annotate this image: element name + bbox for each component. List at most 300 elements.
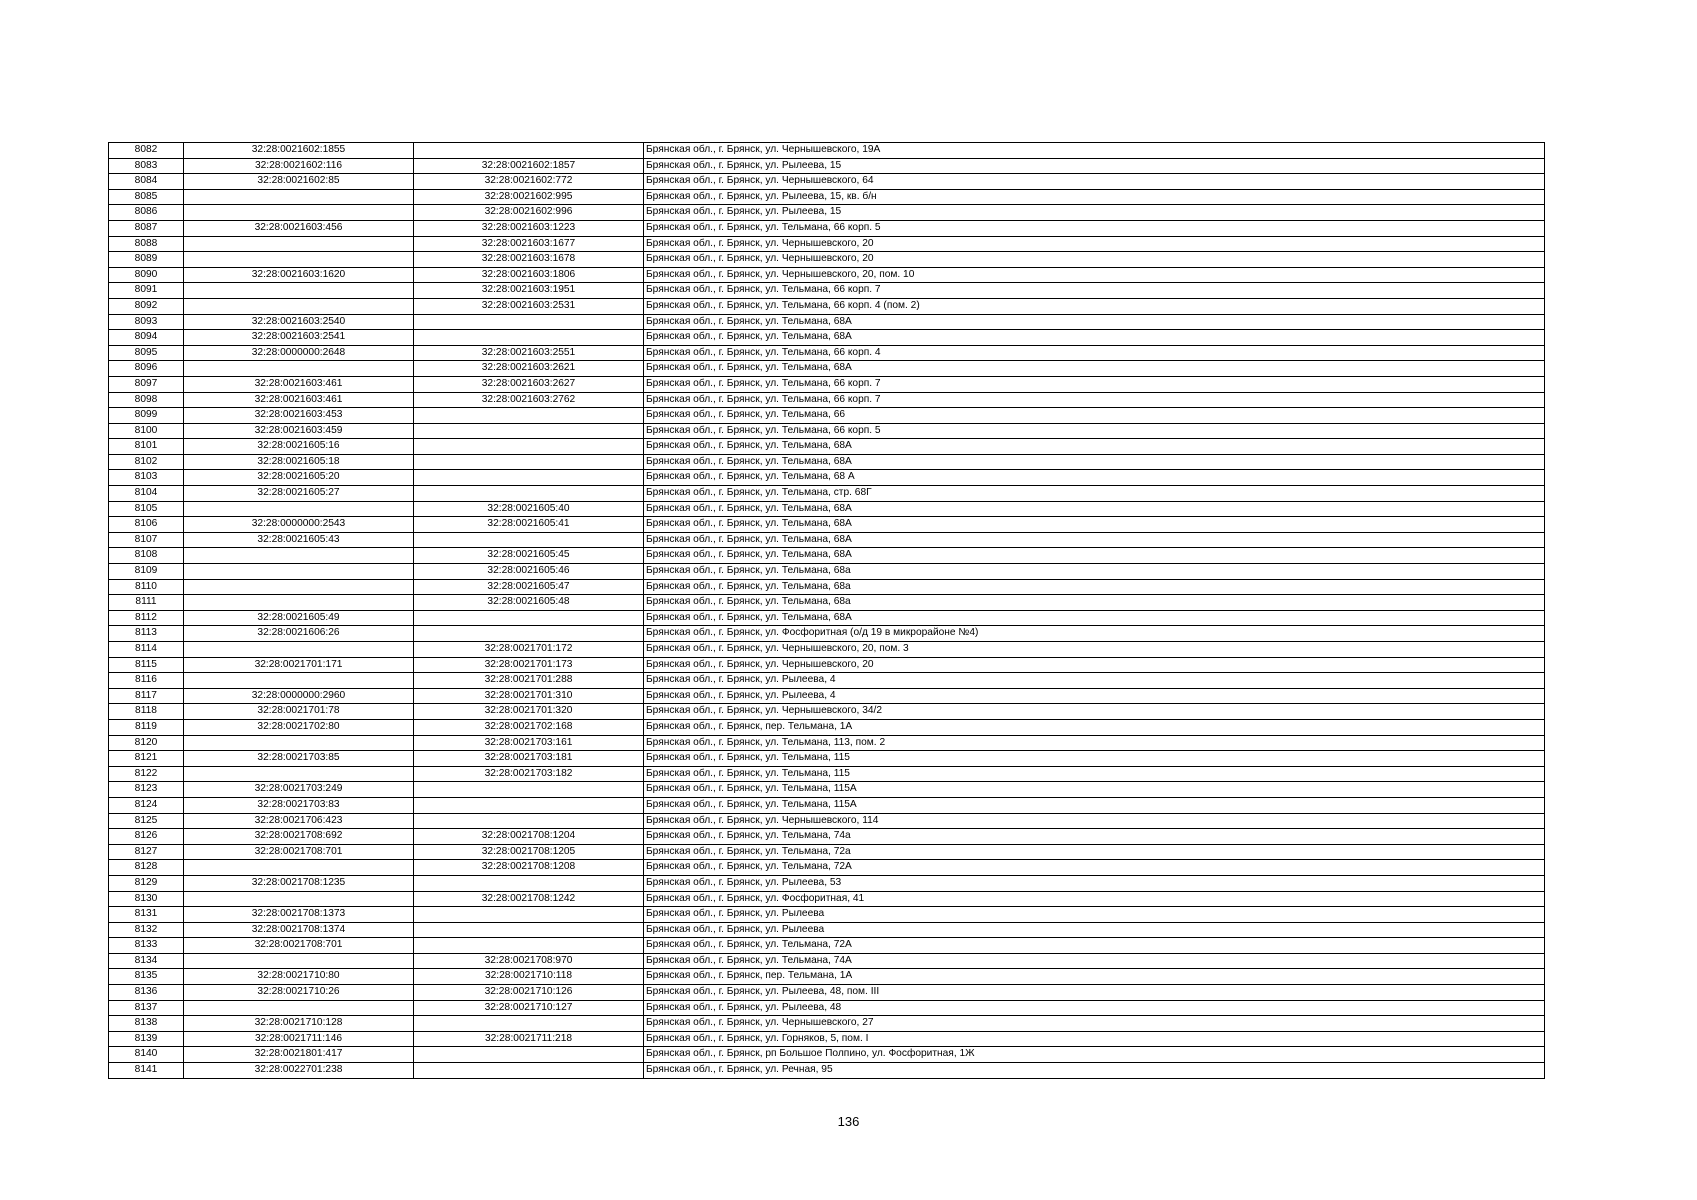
related-cadastral-number-cell: 32:28:0021605:45: [414, 548, 644, 564]
cadastral-number-cell: [184, 548, 414, 564]
related-cadastral-number-cell: 32:28:0021603:2621: [414, 361, 644, 377]
table-row: [109, 345, 1545, 361]
table-row: [109, 158, 1545, 174]
address-cell: Брянская обл., г. Брянск, ул. Тельмана, 68а: [644, 595, 1545, 611]
row-number-cell: 8137: [109, 1000, 184, 1016]
table-row: [109, 953, 1545, 969]
page-number: 136: [837, 1114, 860, 1129]
related-cadastral-number-cell: [414, 330, 644, 346]
address-cell: Брянская обл., г. Брянск, ул. Рылеева, 48: [644, 1000, 1545, 1016]
related-cadastral-number-cell: 32:28:0021702:168: [414, 719, 644, 735]
row-number-cell: 8108: [109, 548, 184, 564]
row-number-cell: 8083: [109, 158, 184, 174]
row-number-cell: 8089: [109, 252, 184, 268]
related-cadastral-number-cell: 32:28:0021605:47: [414, 579, 644, 595]
cadastral-number-cell: 32:28:0000000:2543: [184, 517, 414, 533]
row-number-cell: 8105: [109, 501, 184, 517]
table-row: [109, 985, 1545, 1001]
table-row: [109, 922, 1545, 938]
address-cell: Брянская обл., г. Брянск, ул. Тельмана, 66 корп. 4: [644, 345, 1545, 361]
address-cell: Брянская обл., г. Брянск, ул. Тельмана, 68А: [644, 610, 1545, 626]
address-cell: Брянская обл., г. Брянск, ул. Тельмана, 113, пом. 2: [644, 735, 1545, 751]
related-cadastral-number-cell: 32:28:0021603:1678: [414, 252, 644, 268]
table-row: [109, 860, 1545, 876]
table-row: [109, 517, 1545, 533]
cadastral-number-cell: [184, 501, 414, 517]
row-number-cell: 8086: [109, 205, 184, 221]
table-row: [109, 298, 1545, 314]
row-number-cell: 8112: [109, 610, 184, 626]
address-cell: Брянская обл., г. Брянск, ул. Рылеева, 4: [644, 673, 1545, 689]
related-cadastral-number-cell: 32:28:0021701:172: [414, 642, 644, 658]
cadastral-number-cell: [184, 735, 414, 751]
table-row: [109, 875, 1545, 891]
related-cadastral-number-cell: [414, 1047, 644, 1063]
cadastral-number-cell: 32:28:0021603:1620: [184, 267, 414, 283]
cadastral-number-cell: [184, 564, 414, 580]
related-cadastral-number-cell: [414, 423, 644, 439]
related-cadastral-number-cell: 32:28:0021603:2627: [414, 376, 644, 392]
row-number-cell: 8141: [109, 1063, 184, 1079]
cadastral-number-cell: [184, 205, 414, 221]
table-row: [109, 673, 1545, 689]
table-row: [109, 969, 1545, 985]
row-number-cell: 8120: [109, 735, 184, 751]
table-row: [109, 1063, 1545, 1079]
cadastral-number-cell: 32:28:0021603:453: [184, 408, 414, 424]
address-cell: Брянская обл., г. Брянск, ул. Фосфоритная, 41: [644, 891, 1545, 907]
related-cadastral-number-cell: [414, 875, 644, 891]
address-cell: Брянская обл., г. Брянск, ул. Чернышевского, 64: [644, 174, 1545, 190]
related-cadastral-number-cell: [414, 813, 644, 829]
table-row: [109, 564, 1545, 580]
cadastral-number-cell: 32:28:0021603:2541: [184, 330, 414, 346]
table-row: [109, 189, 1545, 205]
table-row: [109, 735, 1545, 751]
address-cell: Брянская обл., г. Брянск, ул. Горняков, 5, пом. I: [644, 1031, 1545, 1047]
address-cell: Брянская обл., г. Брянск, ул. Чернышевского, 20, пом. 10: [644, 267, 1545, 283]
related-cadastral-number-cell: 32:28:0021602:996: [414, 205, 644, 221]
table-row: [109, 938, 1545, 954]
table-row: [109, 408, 1545, 424]
address-cell: Брянская обл., г. Брянск, ул. Тельмана, 72А: [644, 860, 1545, 876]
related-cadastral-number-cell: 32:28:0021602:995: [414, 189, 644, 205]
cadastral-number-cell: 32:28:0021605:43: [184, 532, 414, 548]
row-number-cell: 8136: [109, 985, 184, 1001]
cadastral-number-cell: 32:28:0021708:1374: [184, 922, 414, 938]
row-number-cell: 8101: [109, 439, 184, 455]
cadastral-number-cell: 32:28:0021708:701: [184, 938, 414, 954]
cadastral-number-cell: 32:28:0021701:171: [184, 657, 414, 673]
address-cell: Брянская обл., г. Брянск, ул. Тельмана, 115: [644, 766, 1545, 782]
row-number-cell: 8129: [109, 875, 184, 891]
address-cell: Брянская обл., г. Брянск, ул. Тельмана, 72а: [644, 844, 1545, 860]
cadastral-number-cell: 32:28:0021605:49: [184, 610, 414, 626]
table-row: [109, 252, 1545, 268]
address-cell: Брянская обл., г. Брянск, ул. Тельмана, 72А: [644, 938, 1545, 954]
cadastral-number-cell: 32:28:0021603:459: [184, 423, 414, 439]
related-cadastral-number-cell: 32:28:0021711:218: [414, 1031, 644, 1047]
table-row: [109, 361, 1545, 377]
address-cell: Брянская обл., г. Брянск, ул. Рылеева, 15: [644, 158, 1545, 174]
row-number-cell: 8131: [109, 907, 184, 923]
related-cadastral-number-cell: 32:28:0021710:126: [414, 985, 644, 1001]
cadastral-number-cell: [184, 860, 414, 876]
table-row: [109, 626, 1545, 642]
row-number-cell: 8084: [109, 174, 184, 190]
cadastral-number-cell: 32:28:0021711:146: [184, 1031, 414, 1047]
related-cadastral-number-cell: 32:28:0021701:320: [414, 704, 644, 720]
related-cadastral-number-cell: [414, 143, 644, 159]
address-cell: Брянская обл., г. Брянск, ул. Тельмана, 74а: [644, 829, 1545, 845]
address-cell: Брянская обл., г. Брянск, ул. Чернышевского, 20, пом. 3: [644, 642, 1545, 658]
row-number-cell: 8133: [109, 938, 184, 954]
table-row: [109, 579, 1545, 595]
related-cadastral-number-cell: [414, 486, 644, 502]
related-cadastral-number-cell: 32:28:0021708:1204: [414, 829, 644, 845]
table-row: [109, 205, 1545, 221]
cadastral-number-cell: 32:28:0021605:16: [184, 439, 414, 455]
address-cell: Брянская обл., г. Брянск, ул. Тельмана, стр. 68Г: [644, 486, 1545, 502]
table-row: [109, 907, 1545, 923]
related-cadastral-number-cell: [414, 1016, 644, 1032]
table-row: [109, 267, 1545, 283]
row-number-cell: 8118: [109, 704, 184, 720]
table-row: [109, 470, 1545, 486]
address-cell: Брянская обл., г. Брянск, ул. Чернышевского, 34/2: [644, 704, 1545, 720]
registry-table: [108, 142, 1545, 1079]
address-cell: Брянская обл., г. Брянск, ул. Тельмана, 68а: [644, 579, 1545, 595]
related-cadastral-number-cell: 32:28:0021703:161: [414, 735, 644, 751]
cadastral-number-cell: 32:28:0021606:26: [184, 626, 414, 642]
row-number-cell: 8111: [109, 595, 184, 611]
related-cadastral-number-cell: [414, 922, 644, 938]
address-cell: Брянская обл., г. Брянск, ул. Тельмана, 68А: [644, 532, 1545, 548]
cadastral-number-cell: 32:28:0021702:80: [184, 719, 414, 735]
row-number-cell: 8121: [109, 751, 184, 767]
cadastral-number-cell: 32:28:0021708:692: [184, 829, 414, 845]
address-cell: Брянская обл., г. Брянск, ул. Рылеева: [644, 907, 1545, 923]
address-cell: Брянская обл., г. Брянск, ул. Рылеева, 53: [644, 875, 1545, 891]
address-cell: Брянская обл., г. Брянск, ул. Тельмана, 66 корп. 5: [644, 220, 1545, 236]
related-cadastral-number-cell: 32:28:0021605:40: [414, 501, 644, 517]
row-number-cell: 8097: [109, 376, 184, 392]
cadastral-number-cell: 32:28:0021603:2540: [184, 314, 414, 330]
row-number-cell: 8113: [109, 626, 184, 642]
row-number-cell: 8124: [109, 797, 184, 813]
address-cell: Брянская обл., г. Брянск, пер. Тельмана, 1А: [644, 969, 1545, 985]
address-cell: Брянская обл., г. Брянск, ул. Тельмана, 68А: [644, 517, 1545, 533]
address-cell: Брянская обл., г. Брянск, ул. Тельмана, 68А: [644, 361, 1545, 377]
table-row: [109, 751, 1545, 767]
related-cadastral-number-cell: [414, 797, 644, 813]
table-row: [109, 797, 1545, 813]
cadastral-number-cell: 32:28:0021703:83: [184, 797, 414, 813]
cadastral-number-cell: [184, 236, 414, 252]
cadastral-number-cell: 32:28:0021703:85: [184, 751, 414, 767]
cadastral-number-cell: [184, 361, 414, 377]
related-cadastral-number-cell: 32:28:0021603:2762: [414, 392, 644, 408]
cadastral-number-cell: [184, 283, 414, 299]
address-cell: Брянская обл., г. Брянск, ул. Рылеева, 15, кв. б/н: [644, 189, 1545, 205]
related-cadastral-number-cell: [414, 454, 644, 470]
cadastral-number-cell: 32:28:0021710:26: [184, 985, 414, 1001]
address-cell: Брянская обл., г. Брянск, ул. Тельмана, 66 корп. 4 (пом. 2): [644, 298, 1545, 314]
address-cell: Брянская обл., г. Брянск, ул. Чернышевского, 19А: [644, 143, 1545, 159]
address-cell: Брянская обл., г. Брянск, ул. Тельмана, 66 корп. 7: [644, 283, 1545, 299]
cadastral-number-cell: 32:28:0021603:456: [184, 220, 414, 236]
cadastral-number-cell: 32:28:0021701:78: [184, 704, 414, 720]
related-cadastral-number-cell: [414, 1063, 644, 1079]
cadastral-number-cell: 32:28:0021605:18: [184, 454, 414, 470]
address-cell: Брянская обл., г. Брянск, ул. Тельмана, 66 корп. 7: [644, 392, 1545, 408]
table-row: [109, 719, 1545, 735]
related-cadastral-number-cell: [414, 470, 644, 486]
row-number-cell: 8128: [109, 860, 184, 876]
address-cell: Брянская обл., г. Брянск, ул. Тельмана, 68А: [644, 454, 1545, 470]
address-cell: Брянская обл., г. Брянск, ул. Тельмана, 68А: [644, 501, 1545, 517]
cadastral-number-cell: 32:28:0022701:238: [184, 1063, 414, 1079]
table-row: [109, 704, 1545, 720]
table-row: [109, 548, 1545, 564]
row-number-cell: 8091: [109, 283, 184, 299]
related-cadastral-number-cell: 32:28:0021603:2531: [414, 298, 644, 314]
row-number-cell: 8092: [109, 298, 184, 314]
table-row: [109, 330, 1545, 346]
related-cadastral-number-cell: 32:28:0021701:310: [414, 688, 644, 704]
cadastral-number-cell: [184, 595, 414, 611]
address-cell: Брянская обл., г. Брянск, ул. Чернышевского, 20: [644, 657, 1545, 673]
related-cadastral-number-cell: 32:28:0021710:127: [414, 1000, 644, 1016]
related-cadastral-number-cell: 32:28:0021708:1208: [414, 860, 644, 876]
cadastral-number-cell: [184, 252, 414, 268]
address-cell: Брянская обл., г. Брянск, ул. Тельмана, 68 А: [644, 470, 1545, 486]
address-cell: Брянская обл., г. Брянск, ул. Тельмана, 66 корп. 5: [644, 423, 1545, 439]
cadastral-number-cell: [184, 766, 414, 782]
row-number-cell: 8114: [109, 642, 184, 658]
related-cadastral-number-cell: 32:28:0021708:970: [414, 953, 644, 969]
table-row: [109, 829, 1545, 845]
table-row: [109, 642, 1545, 658]
related-cadastral-number-cell: 32:28:0021701:288: [414, 673, 644, 689]
row-number-cell: 8099: [109, 408, 184, 424]
row-number-cell: 8094: [109, 330, 184, 346]
table-row: [109, 392, 1545, 408]
table-row: [109, 423, 1545, 439]
related-cadastral-number-cell: 32:28:0021603:1951: [414, 283, 644, 299]
related-cadastral-number-cell: 32:28:0021603:1806: [414, 267, 644, 283]
table-row: [109, 766, 1545, 782]
row-number-cell: 8100: [109, 423, 184, 439]
cadastral-number-cell: [184, 189, 414, 205]
related-cadastral-number-cell: [414, 439, 644, 455]
table-row: [109, 501, 1545, 517]
table-row: [109, 454, 1545, 470]
related-cadastral-number-cell: 32:28:0021603:2551: [414, 345, 644, 361]
row-number-cell: 8085: [109, 189, 184, 205]
table-row: [109, 813, 1545, 829]
row-number-cell: 8134: [109, 953, 184, 969]
table-row: [109, 236, 1545, 252]
table-row: [109, 486, 1545, 502]
address-cell: Брянская обл., г. Брянск, ул. Чернышевского, 114: [644, 813, 1545, 829]
address-cell: Брянская обл., г. Брянск, ул. Чернышевского, 20: [644, 236, 1545, 252]
row-number-cell: 8095: [109, 345, 184, 361]
row-number-cell: 8115: [109, 657, 184, 673]
related-cadastral-number-cell: [414, 938, 644, 954]
address-cell: Брянская обл., г. Брянск, ул. Чернышевского, 27: [644, 1016, 1545, 1032]
cadastral-number-cell: [184, 642, 414, 658]
related-cadastral-number-cell: 32:28:0021703:181: [414, 751, 644, 767]
related-cadastral-number-cell: 32:28:0021701:173: [414, 657, 644, 673]
row-number-cell: 8119: [109, 719, 184, 735]
row-number-cell: 8130: [109, 891, 184, 907]
table-row: [109, 688, 1545, 704]
cadastral-number-cell: 32:28:0021708:701: [184, 844, 414, 860]
address-cell: Брянская обл., г. Брянск, ул. Тельмана, 66 корп. 7: [644, 376, 1545, 392]
related-cadastral-number-cell: 32:28:0021603:1677: [414, 236, 644, 252]
table-row: [109, 891, 1545, 907]
cadastral-number-cell: 32:28:0021801:417: [184, 1047, 414, 1063]
cadastral-number-cell: 32:28:0021706:423: [184, 813, 414, 829]
related-cadastral-number-cell: 32:28:0021605:46: [414, 564, 644, 580]
table-row: [109, 657, 1545, 673]
table-row: [109, 143, 1545, 159]
related-cadastral-number-cell: 32:28:0021708:1242: [414, 891, 644, 907]
row-number-cell: 8098: [109, 392, 184, 408]
related-cadastral-number-cell: [414, 626, 644, 642]
related-cadastral-number-cell: [414, 907, 644, 923]
address-cell: Брянская обл., г. Брянск, ул. Рылеева, 15: [644, 205, 1545, 221]
cadastral-number-cell: 32:28:0021602:1855: [184, 143, 414, 159]
address-cell: Брянская обл., г. Брянск, ул. Тельмана, 68А: [644, 330, 1545, 346]
cadastral-number-cell: 32:28:0021708:1235: [184, 875, 414, 891]
address-cell: Брянская обл., г. Брянск, ул. Рылеева, 4: [644, 688, 1545, 704]
table-row: [109, 532, 1545, 548]
cadastral-number-cell: 32:28:0021703:249: [184, 782, 414, 798]
cadastral-number-cell: 32:28:0000000:2960: [184, 688, 414, 704]
table-row: [109, 844, 1545, 860]
related-cadastral-number-cell: [414, 314, 644, 330]
row-number-cell: 8117: [109, 688, 184, 704]
row-number-cell: 8123: [109, 782, 184, 798]
table-row: [109, 1031, 1545, 1047]
related-cadastral-number-cell: 32:28:0021603:1223: [414, 220, 644, 236]
address-cell: Брянская обл., г. Брянск, ул. Тельмана, 68А: [644, 439, 1545, 455]
row-number-cell: 8109: [109, 564, 184, 580]
row-number-cell: 8125: [109, 813, 184, 829]
row-number-cell: 8110: [109, 579, 184, 595]
row-number-cell: 8122: [109, 766, 184, 782]
row-number-cell: 8093: [109, 314, 184, 330]
row-number-cell: 8082: [109, 143, 184, 159]
address-cell: Брянская обл., г. Брянск, ул. Тельмана, 68а: [644, 564, 1545, 580]
related-cadastral-number-cell: 32:28:0021605:48: [414, 595, 644, 611]
registry-table-body: [109, 143, 1545, 1079]
cadastral-number-cell: 32:28:0000000:2648: [184, 345, 414, 361]
table-row: [109, 1047, 1545, 1063]
row-number-cell: 8140: [109, 1047, 184, 1063]
address-cell: Брянская обл., г. Брянск, пер. Тельмана, 1А: [644, 719, 1545, 735]
row-number-cell: 8116: [109, 673, 184, 689]
address-cell: Брянская обл., г. Брянск, ул. Тельмана, 115А: [644, 797, 1545, 813]
address-cell: Брянская обл., г. Брянск, ул. Рылеева, 48, пом. III: [644, 985, 1545, 1001]
row-number-cell: 8102: [109, 454, 184, 470]
cadastral-number-cell: [184, 298, 414, 314]
row-number-cell: 8090: [109, 267, 184, 283]
table-row: [109, 439, 1545, 455]
cadastral-number-cell: [184, 953, 414, 969]
cadastral-number-cell: 32:28:0021605:20: [184, 470, 414, 486]
row-number-cell: 8138: [109, 1016, 184, 1032]
related-cadastral-number-cell: 32:28:0021605:41: [414, 517, 644, 533]
related-cadastral-number-cell: [414, 532, 644, 548]
related-cadastral-number-cell: [414, 782, 644, 798]
address-cell: Брянская обл., г. Брянск, ул. Тельмана, 68А: [644, 314, 1545, 330]
row-number-cell: 8096: [109, 361, 184, 377]
row-number-cell: 8126: [109, 829, 184, 845]
row-number-cell: 8127: [109, 844, 184, 860]
cadastral-number-cell: 32:28:0021710:128: [184, 1016, 414, 1032]
address-cell: Брянская обл., г. Брянск, ул. Фосфоритная (о/д 19 в микрорайоне №4): [644, 626, 1545, 642]
related-cadastral-number-cell: [414, 408, 644, 424]
cadastral-number-cell: 32:28:0021603:461: [184, 392, 414, 408]
address-cell: Брянская обл., г. Брянск, ул. Тельмана, 68А: [644, 548, 1545, 564]
table-row: [109, 283, 1545, 299]
address-cell: Брянская обл., г. Брянск, ул. Тельмана, 115: [644, 751, 1545, 767]
related-cadastral-number-cell: 32:28:0021602:1857: [414, 158, 644, 174]
row-number-cell: 8139: [109, 1031, 184, 1047]
row-number-cell: 8132: [109, 922, 184, 938]
table-row: [109, 782, 1545, 798]
cadastral-number-cell: [184, 579, 414, 595]
cadastral-number-cell: 32:28:0021602:85: [184, 174, 414, 190]
related-cadastral-number-cell: [414, 610, 644, 626]
table-row: [109, 376, 1545, 392]
row-number-cell: 8106: [109, 517, 184, 533]
table-row: [109, 220, 1545, 236]
cadastral-number-cell: 32:28:0021708:1373: [184, 907, 414, 923]
row-number-cell: 8088: [109, 236, 184, 252]
address-cell: Брянская обл., г. Брянск, ул. Чернышевского, 20: [644, 252, 1545, 268]
address-cell: Брянская обл., г. Брянск, ул. Тельмана, 74А: [644, 953, 1545, 969]
cadastral-number-cell: [184, 673, 414, 689]
table-row: [109, 1000, 1545, 1016]
address-cell: Брянская обл., г. Брянск, ул. Рылеева: [644, 922, 1545, 938]
address-cell: Брянская обл., г. Брянск, ул. Тельмана, 115А: [644, 782, 1545, 798]
table-row: [109, 314, 1545, 330]
address-cell: Брянская обл., г. Брянск, ул. Речная, 95: [644, 1063, 1545, 1079]
cadastral-number-cell: 32:28:0021605:27: [184, 486, 414, 502]
row-number-cell: 8104: [109, 486, 184, 502]
cadastral-number-cell: [184, 891, 414, 907]
cadastral-number-cell: [184, 1000, 414, 1016]
table-row: [109, 1016, 1545, 1032]
row-number-cell: 8087: [109, 220, 184, 236]
address-cell: Брянская обл., г. Брянск, рп Большое Полпино, ул. Фосфоритная, 1Ж: [644, 1047, 1545, 1063]
cadastral-number-cell: 32:28:0021710:80: [184, 969, 414, 985]
row-number-cell: 8103: [109, 470, 184, 486]
related-cadastral-number-cell: 32:28:0021602:772: [414, 174, 644, 190]
table-row: [109, 174, 1545, 190]
row-number-cell: 8135: [109, 969, 184, 985]
related-cadastral-number-cell: 32:28:0021710:118: [414, 969, 644, 985]
row-number-cell: 8107: [109, 532, 184, 548]
related-cadastral-number-cell: 32:28:0021703:182: [414, 766, 644, 782]
table-row: [109, 610, 1545, 626]
table-row: [109, 595, 1545, 611]
cadastral-number-cell: 32:28:0021602:116: [184, 158, 414, 174]
